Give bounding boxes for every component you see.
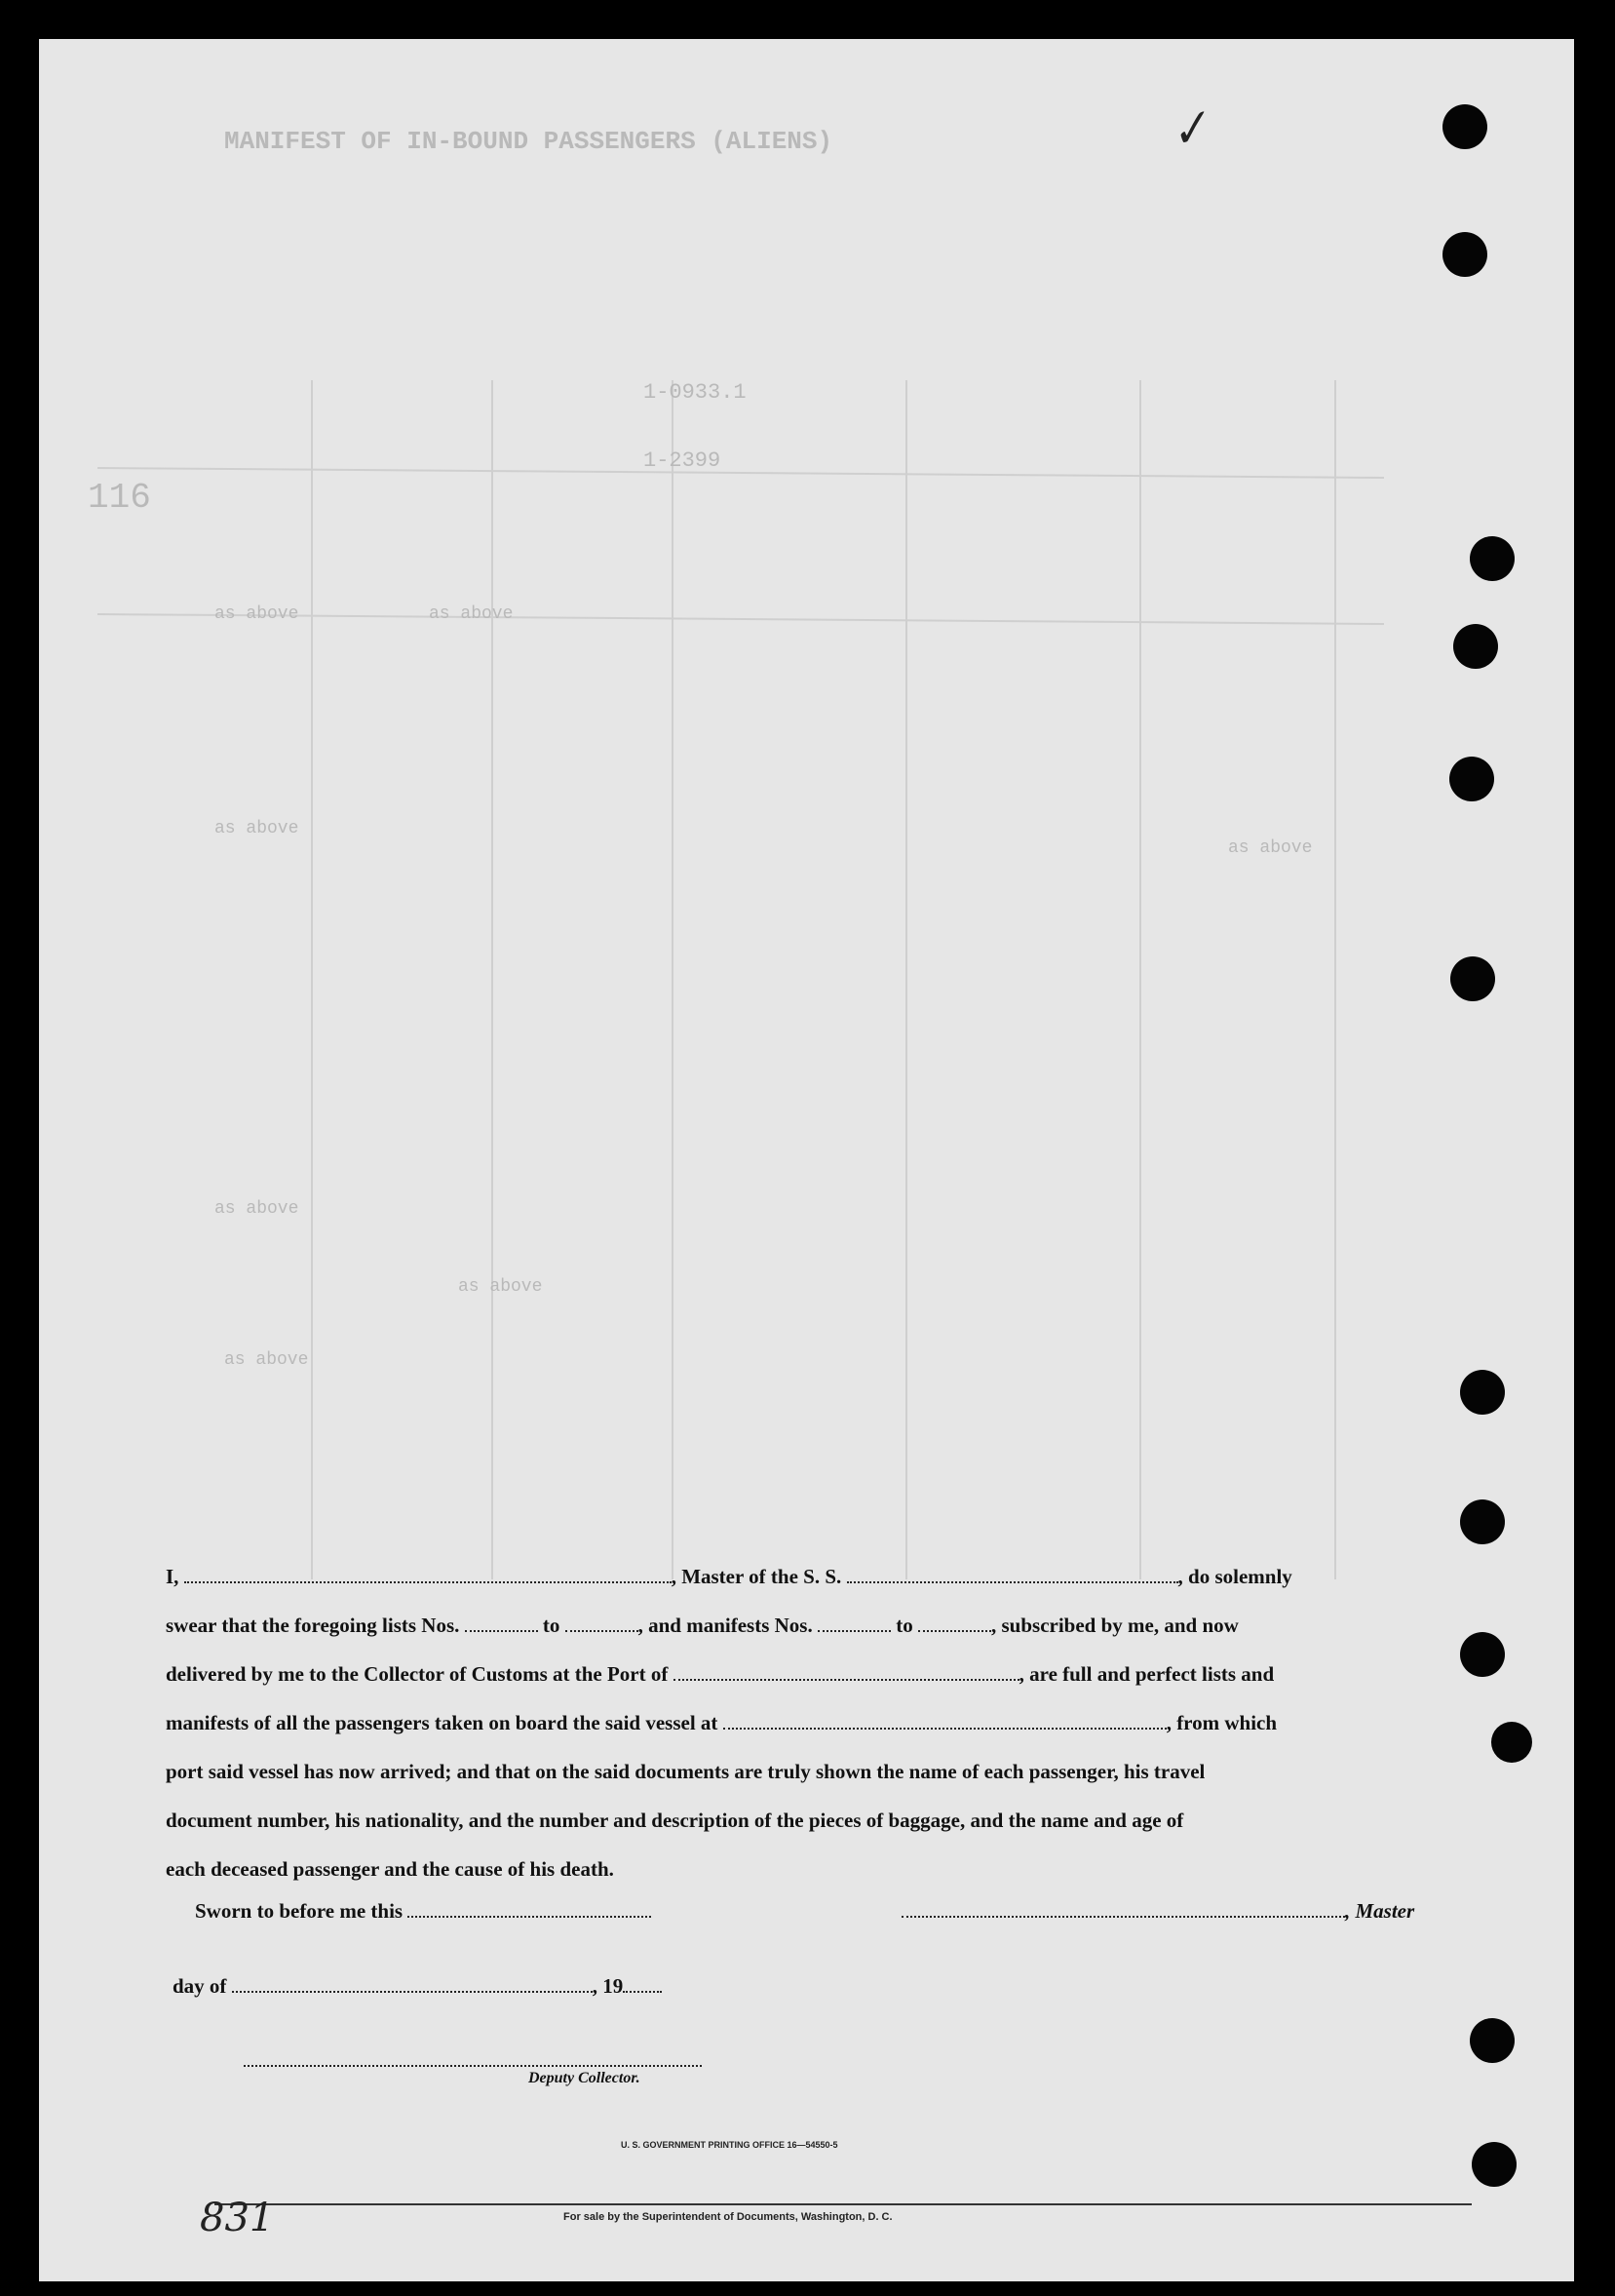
- day-of-label: day of: [173, 1974, 227, 1998]
- punch-hole: [1460, 1499, 1505, 1544]
- oath-text: , do solemnly: [1177, 1565, 1292, 1588]
- blank-field-date: [407, 1902, 651, 1918]
- oath-line-4: [166, 1711, 1277, 1735]
- footer-rule: [214, 2203, 1472, 2205]
- oath-text: , Master of the S. S.: [671, 1565, 842, 1588]
- oath-text: swear that the foregoing lists Nos.: [166, 1614, 460, 1637]
- punch-hole: [1470, 536, 1515, 581]
- bleed-cell: as above: [214, 819, 299, 838]
- bleed-cell: 1-2399: [643, 448, 721, 473]
- bleed-header: MANIFEST OF IN-BOUND PASSENGERS (ALIENS): [224, 127, 833, 156]
- handwritten-number: 831: [200, 2196, 275, 2240]
- master-label: , Master: [1345, 1899, 1415, 1923]
- oath-text: , from which: [1166, 1711, 1278, 1734]
- deputy-collector-label: Deputy Collector.: [528, 2070, 640, 2086]
- year-label: , 19: [592, 1974, 624, 1998]
- blank-field: [818, 1616, 891, 1632]
- blank-field-master-signature: [902, 1902, 1345, 1918]
- oath-text: to: [896, 1614, 913, 1637]
- for-sale-note: For sale by the Superintendent of Documents, Washington, D. C.: [563, 2211, 893, 2223]
- punch-hole: [1460, 1632, 1505, 1677]
- blank-field-ship-name: [847, 1568, 1178, 1583]
- oath-line-3: [166, 1662, 1274, 1687]
- oath-text: , subscribed by me, and now: [990, 1614, 1239, 1637]
- oath-line-6: document number, his nationality, and the number and description of the pieces of baggage, and the name and age of: [166, 1809, 1184, 1832]
- check-mark: ✓: [1163, 97, 1215, 162]
- blank-field: [465, 1616, 538, 1632]
- day-of-line: [173, 1974, 662, 1999]
- oath-text: , are full and perfect lists and: [1019, 1662, 1275, 1686]
- bleed-cell: 1-0933.1: [643, 380, 747, 405]
- bleed-cell: as above: [1228, 838, 1313, 858]
- punch-hole: [1449, 757, 1494, 801]
- punch-hole: [1472, 2142, 1517, 2187]
- oath-text: delivered by me to the Collector of Customs at the Port of: [166, 1662, 669, 1686]
- deputy-signature-line: [244, 2065, 702, 2067]
- punch-hole: [1460, 1370, 1505, 1415]
- bleed-cell: as above: [458, 1277, 543, 1297]
- oath-line-1: [166, 1565, 1292, 1589]
- oath-text: I,: [166, 1565, 179, 1588]
- punch-hole: [1442, 104, 1487, 149]
- blank-field-year: [623, 1977, 662, 1993]
- blank-field-month: [232, 1977, 593, 1993]
- oath-line-7: each deceased passenger and the cause of his death.: [166, 1857, 614, 1881]
- bleed-cell: as above: [429, 604, 514, 624]
- punch-hole: [1442, 232, 1487, 277]
- oath-text: manifests of all the passengers taken on board the said vessel at: [166, 1711, 718, 1734]
- punch-hole: [1450, 956, 1495, 1001]
- blank-field: [565, 1616, 638, 1632]
- sworn-line: [195, 1899, 651, 1924]
- punch-hole: [1491, 1722, 1532, 1763]
- blank-field-port: [673, 1665, 1019, 1681]
- bleed-cell: as above: [214, 604, 299, 624]
- bleed-through-layer: [39, 39, 1574, 1599]
- manifest-page: [39, 39, 1574, 2281]
- oath-line-2: [166, 1614, 1239, 1638]
- oath-text: to: [542, 1614, 560, 1637]
- printing-office-note: U. S. GOVERNMENT PRINTING OFFICE 16—54550-5: [621, 2140, 838, 2150]
- bleed-cell: as above: [224, 1350, 309, 1370]
- oath-line-5: port said vessel has now arrived; and that on the said documents are truly shown the name of each passenger, his travel: [166, 1760, 1206, 1783]
- blank-field-master-name: [184, 1568, 672, 1583]
- blank-field: [918, 1616, 991, 1632]
- punch-hole: [1453, 624, 1498, 669]
- blank-field-embark-port: [723, 1714, 1167, 1730]
- sworn-label: Sworn to before me this: [195, 1899, 404, 1923]
- master-signature-line: [902, 1899, 1414, 1924]
- bleed-cell: as above: [214, 1199, 299, 1219]
- bleed-number: 116: [88, 478, 151, 518]
- punch-hole: [1470, 2018, 1515, 2063]
- oath-text: , and manifests Nos.: [637, 1614, 813, 1637]
